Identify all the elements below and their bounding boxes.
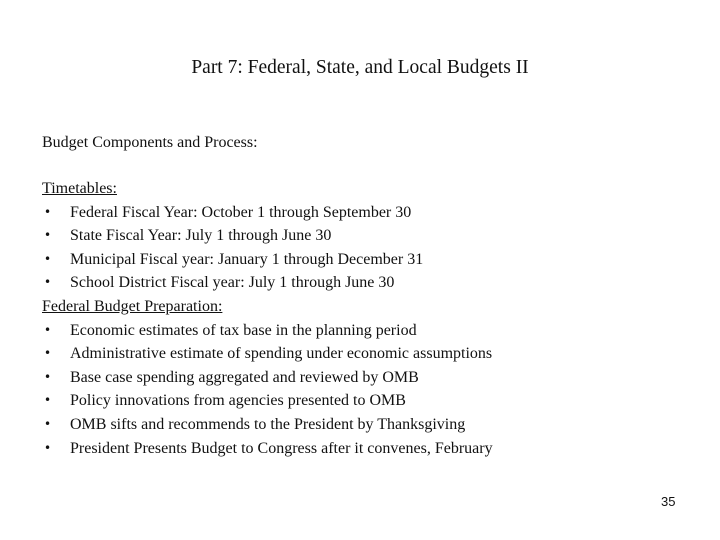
list-item: [42, 224, 702, 248]
list-item: [42, 437, 702, 461]
bullet-icon: •: [44, 251, 52, 266]
list-item-text: State Fiscal Year: July 1 through June 30: [70, 227, 332, 245]
list-item-text: Economic estimates of tax base in the planning period: [70, 321, 417, 339]
slide-content: [42, 177, 702, 460]
list-item: [42, 413, 702, 437]
list-item: [42, 389, 702, 413]
list-item-text: Policy innovations from agencies presented to OMB: [70, 392, 406, 410]
section-heading-timetables: Timetables:: [42, 180, 117, 197]
list-item-text: President Presents Budget to Congress after it convenes, February: [70, 439, 493, 457]
list-item: [42, 342, 702, 366]
list-item: [42, 271, 702, 295]
bullet-icon: •: [44, 204, 52, 219]
timetables-section: [42, 177, 702, 295]
page-number: 35: [661, 494, 676, 509]
list-item-text: Municipal Fiscal year: January 1 through December 31: [70, 250, 424, 268]
timetables-list: [42, 201, 702, 295]
federal-budget-preparation-section: [42, 295, 702, 460]
slide-title: Part 7: Federal, State, and Local Budgets II: [191, 57, 529, 78]
list-item-text: School District Fiscal year: July 1 through June 30: [70, 274, 395, 292]
bullet-icon: •: [44, 440, 52, 455]
bullet-icon: •: [44, 228, 52, 243]
list-item: [42, 248, 702, 272]
list-item-text: Base case spending aggregated and reviewed by OMB: [70, 368, 419, 386]
bullet-icon: •: [44, 393, 52, 408]
list-item: [42, 319, 702, 343]
bullet-icon: •: [44, 275, 52, 290]
bullet-icon: •: [44, 346, 52, 361]
slide-subtitle: Budget Components and Process:: [42, 134, 258, 151]
list-item-text: OMB sifts and recommends to the President by Thanksgiving: [70, 415, 466, 433]
list-item-text: Administrative estimate of spending under economic assumptions: [70, 345, 493, 363]
list-item: [42, 366, 702, 390]
bullet-icon: •: [44, 322, 52, 337]
section-heading-federal-budget-preparation: Federal Budget Preparation:: [42, 297, 223, 315]
bullet-icon: •: [44, 416, 52, 431]
federal-budget-preparation-list: [42, 319, 702, 461]
list-item: [42, 201, 702, 225]
list-item-text: Federal Fiscal Year: October 1 through September 30: [70, 203, 412, 221]
bullet-icon: •: [44, 369, 52, 384]
